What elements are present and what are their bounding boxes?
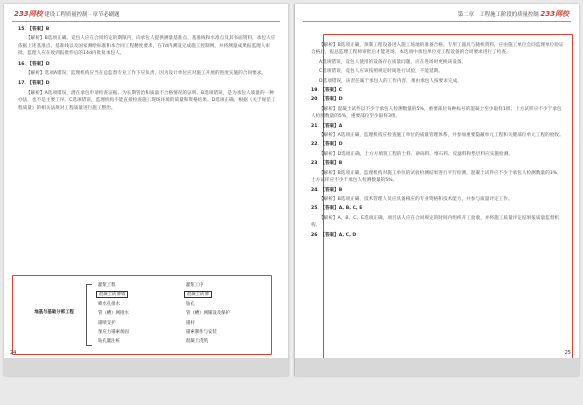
question-19: 19. 【答案】C: [311, 88, 343, 94]
diagram-item: 钻孔: [186, 301, 195, 307]
diagram-item: 混凝土防渗: [184, 291, 212, 298]
diagram-item: 管（槽）网排水: [98, 311, 129, 317]
page-number-right: 25: [564, 350, 571, 356]
question-number: 23: [311, 161, 318, 167]
question-24: 24. 【答案】B: [311, 187, 343, 193]
running-head-title: 第二章 工程施工阶段的质量控制: [457, 12, 539, 18]
answer-label: 【答案】: [320, 161, 339, 167]
question-17: 17. 【答案】D: [18, 81, 50, 87]
analysis-text: 【解析】A选项正确，监理机构应检查施工单位的质量管理体系，并参加重要隐蔽单元工程和关键部位单元工程的验收。: [319, 133, 564, 139]
header-rule: [303, 21, 571, 22]
book-gutter: [288, 4, 295, 376]
diagram-item: 锚喷支护: [98, 320, 116, 326]
question-number: 25: [311, 206, 318, 212]
diagram-bracket: [86, 284, 92, 346]
diagram-item: 灌浆工程: [98, 283, 116, 288]
answer-value: A: [338, 123, 343, 129]
answer-value: D: [45, 81, 50, 87]
analysis-text: 【解析】选项A错误，监理机构应当在总监督专业工作下应负责，因为设计单位应对施工开展的进度实施的合同要求。: [26, 71, 267, 77]
answer-label: 【答案】: [27, 27, 46, 32]
question-25: 25. 【答案】A, B, C, E: [311, 206, 363, 212]
diagram-item: 管（槽）网铺设及保护: [186, 311, 230, 317]
brand-logo: 233网校: [540, 10, 569, 18]
analysis-text: 【解析】B选项正确，监理机构对施工单位的试验检测结果进行平行检测。混凝土试件应不少于承包人检测数量的3%，土方试样应不少于承包人检测数量的5%。: [311, 170, 562, 184]
diagram-item: 混凝土防渗墙: [96, 291, 128, 298]
question-number: 19: [311, 88, 318, 94]
diagram-item: 钻孔灌注桩: [98, 339, 120, 345]
right-content: [311, 42, 565, 241]
answer-label: 【答案】: [320, 206, 339, 212]
answer-value: B: [338, 161, 343, 167]
question-number: 22: [311, 142, 318, 148]
running-head-left: [14, 8, 120, 20]
answer-label: 【答案】: [320, 187, 339, 193]
answer-label: 【答案】: [320, 123, 339, 129]
answer-label: 【答案】: [27, 81, 46, 87]
footer-band: [4, 358, 288, 376]
answer-label: 【答案】: [320, 232, 339, 238]
question-number: 24: [311, 187, 318, 193]
answer-value: A, C, D: [338, 232, 357, 238]
analysis-text: 【解析】A选项错误，潜在承包申请检查证据，为长期管治和质量不合格情况的证明。B选项错误，是为承包人质量的一种办法，也不是主要工序。C选项错误，监理机构不能直接检查施工现场环境的质量和资格结果。D选项正确，根据《关于规范工程质量》的相关法规对工程质量进行施工整治。: [18, 90, 276, 111]
brand-logo: 233网校: [14, 10, 43, 18]
analysis-text: C选项错误，竞包人应该按照规定时间进行试验，不能延期。: [319, 69, 443, 75]
question-15: 15. 【答案】B: [18, 27, 50, 32]
left-page: [4, 4, 288, 376]
answer-value: B: [45, 27, 50, 32]
answer-label: 【答案】: [320, 88, 339, 94]
question-number: 20: [311, 97, 318, 103]
answer-value: B: [338, 187, 343, 193]
running-head-title: 建设工程质量控制 · 章节必刷题: [44, 12, 120, 18]
answer-value: D: [338, 97, 343, 103]
analysis-text: 【解析】B选项正确，预制工程设备进入施工场地的准备合格。专用工器具与随机资料，应由施工单位会同监理单位验证合格后，报总监理工程师审批后才能进场。本选项中承包单位对工程设备的合同要求进行了检查。: [311, 43, 564, 56]
diagram-item: 锚杆: [186, 320, 195, 326]
diagram-root: 地基与基础分部工程: [34, 310, 74, 315]
answer-value: A, B, C, E: [338, 206, 363, 212]
question-number: 17: [18, 81, 25, 87]
diagram-item: 混凝土浇筑: [186, 339, 208, 345]
question-number: 16: [18, 61, 25, 67]
classification-diagram: [24, 280, 264, 350]
question-23: 23. 【答案】B: [311, 161, 343, 167]
left-content: [18, 26, 276, 115]
analysis-text: 【解析】A、B、C、E选项正确，项目法人应在合同规定的时间内组织开工验收，并将施工质量评定结果报质量监督机构。: [311, 215, 560, 229]
question-21: 21. 【答案】A: [311, 123, 343, 129]
diagram-item: 喷水孔排水: [98, 301, 120, 307]
answer-label: 【答案】: [27, 61, 46, 67]
analysis-text: A选项错误，竞包人使用的设备存在质量问题，应在进场时更换该设备。: [319, 59, 467, 65]
answer-label: 【答案】: [320, 142, 339, 148]
question-20: 20. 【答案】D: [311, 97, 343, 103]
header-rule: [12, 21, 280, 22]
right-page: [295, 4, 579, 376]
page-number-left: 24: [10, 350, 17, 356]
analysis-text: 【解析】B选项正确。竞包人应在合同约定的期限内，向承包人提供测量基准点、基准线和水准点及其书面资料，承包人应依据上述基准点、基准线以及国家测绘标准和本合同工程精度要求，在7d内测设完成施工控制网，并将测量成果报监理人审批。监理人应在收到报批件后的14d内批复承包人。: [18, 36, 276, 57]
answer-label: 【答案】: [320, 97, 339, 103]
question-number: 26: [311, 232, 318, 238]
analysis-text: D选项错误，该责任属于承包人的工作内容，须由承包人按要求完成。: [319, 78, 462, 84]
question-16: 16. 【答案】D: [18, 61, 50, 67]
diagram-item: 锚索制作与安装: [186, 330, 217, 335]
answer-value: C: [338, 88, 343, 94]
question-number: 15: [18, 27, 25, 32]
diagram-item: 预应力锚索加固: [98, 330, 129, 335]
answer-value: D: [45, 61, 50, 67]
analysis-text: 【解析】B选项正确，技术管理人员应具备相应的专业资格和技术能力，并参与质量评定工作。: [319, 196, 513, 202]
answer-value: D: [338, 142, 343, 148]
analysis-text: 【解析】D选项正确，土方方填筑工程的土料、砂砾料、堆石料、反滤料和垫层料应实施检测。: [319, 151, 513, 157]
footer-band: [295, 358, 579, 376]
analysis-text: 【解析】混凝土试件以不少于承包人检测数量的5%，重要部位每种标号的混凝土至少取样1组；土方试样应不少于承包人检测数量的5%，重要部位至少取样3组。: [311, 106, 562, 120]
question-number: 21: [311, 123, 318, 129]
question-22: 22. 【答案】D: [311, 142, 343, 148]
question-26: 26. 【答案】A, C, D: [311, 232, 357, 238]
running-head-right: [458, 8, 569, 20]
diagram-item: 灌浆工序: [186, 283, 204, 288]
